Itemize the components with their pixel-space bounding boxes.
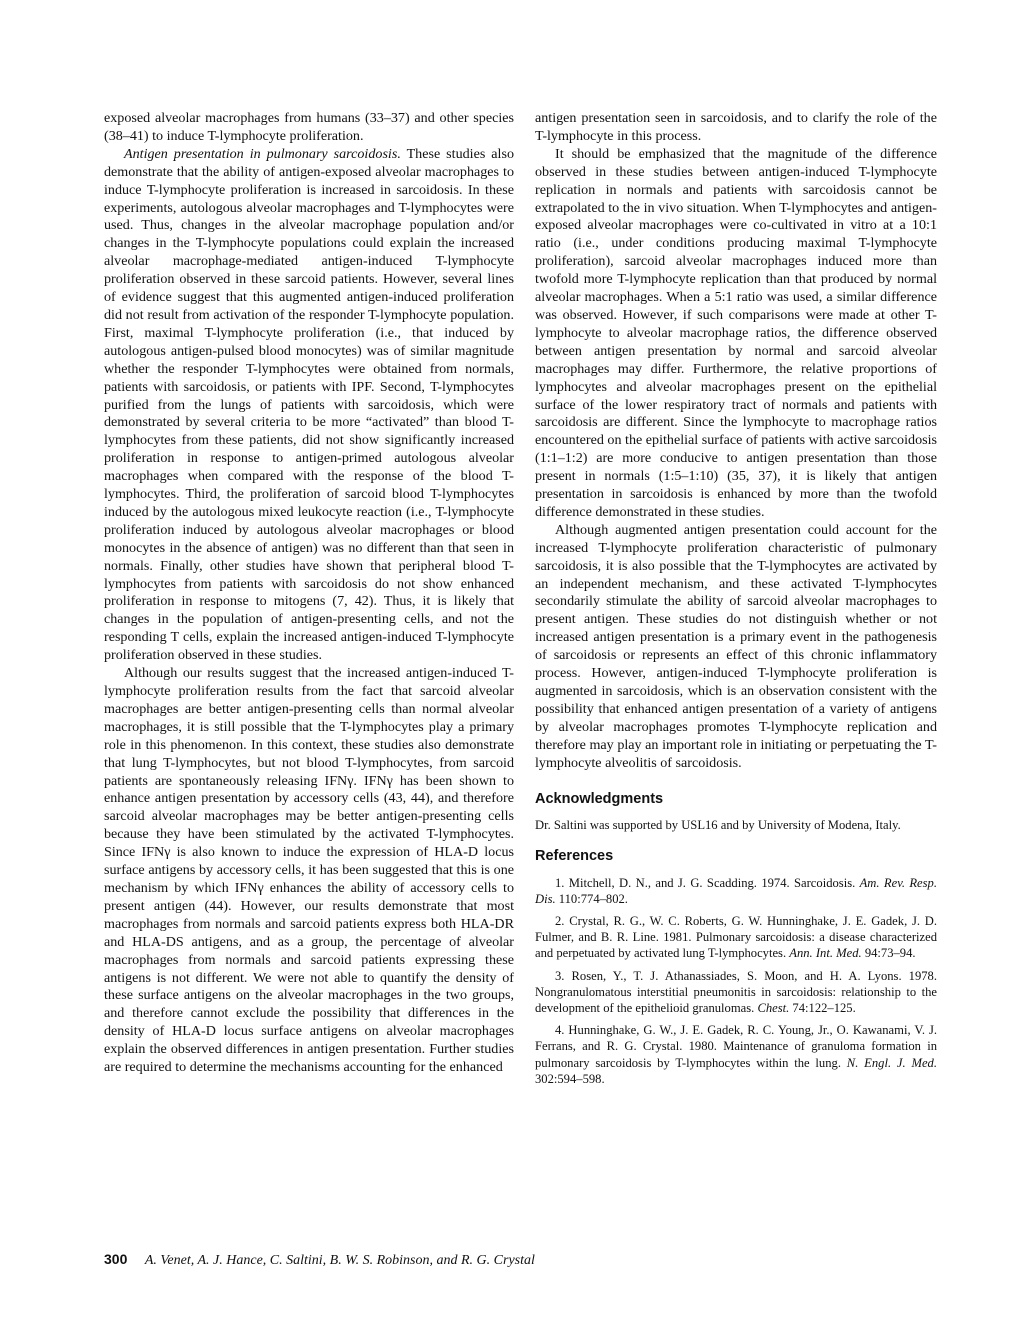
paragraph: Although our results suggest that the increased antigen-induced T-lymphocyte proliferation results from the fact that sarcoid alveolar macrophages are better antigen-presenting cells than normal alveolar macrophages, it is still possible that the T-lymphocytes play a primary role in this phenomenon. In this context, these studies also demonstrate that lung T-lymphocytes, but not blood T-lymphocytes, from sarcoid patients are spontaneously releasing IFNγ. IFNγ has been shown to enhance antigen presentation by accessory cells (43, 44), and therefore sarcoid alveolar macrophages may be better antigen-presenting cells because they have been stimulated by the activated T-lymphocytes. Since IFNγ is also known to induce the expression of HLA-D locus surface antigens by accessory cells, it has been suggested that this is one mechanism by which IFNγ enhances the ability of accessory cells to present antigen (44). However, our results demonstrate that most macrophages from normals and sarcoid patients express both HLA-DR and HLA-DS antigens, and as a group, the percentage of alveolar macrophages from normals and sarcoid patients expressing these antigens is not different. We were not able to quantify the density of these surface antigens on the alveolar macrophages in the two groups, and therefore cannot exclude the possibility that differences in the density of HLA-D locus surface antigens on alveolar macrophages explain the observed differences in antigen presentation. Further studies are required to determine the mechanisms accounting for the enhanced [104,665,514,1076]
reference-item: 1. Mitchell, D. N., and J. G. Scadding. 1974. Sarcoidosis. Am. Rev. Resp. Dis. 110:774–802. [535,875,937,906]
right-column [535,110,937,1093]
acknowledgments-heading: Acknowledgments [535,790,664,807]
running-authors: A. Venet, A. J. Hance, C. Saltini, B. W. S. Robinson, and R. G. Crystal [144,1253,535,1268]
reference-item: 4. Hunninghake, G. W., J. E. Gadek, R. C. Young, Jr., O. Kawanami, V. J. Ferrans, and R. G. Crystal. 1980. Maintenance of granuloma formation in pulmonary sarcoidosis by T-lymphocytes within the lung. N. Engl. J. Med. 302:594–598. [535,1023,937,1086]
run-in-heading: Antigen presentation in pulmonary sarcoidosis. [124,145,401,162]
paragraph-antigen-presentation [104,146,514,665]
reference-list [535,875,937,1087]
paragraph: Although augmented antigen presentation could account for the increased T-lymphocyte proliferation characteristic of pulmonary sarcoidosis, it is also possible that the T-lymphocytes are activated by an independent mechanism, and these activated T-lymphocytes secondarily stimulate the ability of sarcoid alveolar macrophages to present antigen. These studies do not distinguish whether or not increased antigen presentation is a primary event in the pathogenesis of sarcoidosis or represents an effect of this chronic inflammatory process. However, antigen-induced T-lymphocyte proliferation is augmented in sarcoidosis, which is an observation consistent with the possibility that enhanced antigen presentation of a variety of antigens by alveolar macrophages promotes T-lymphocyte replication and therefore may play an important role in initiating or perpetuating the T-lymphocyte alveolitis of sarcoidosis. [535,521,937,771]
paragraph: antigen presentation seen in sarcoidosis, and to clarify the role of the T-lymphocyte in this process. [535,110,937,144]
reference-item: 2. Crystal, R. G., W. C. Roberts, G. W. Hunninghake, J. E. Gadek, J. D. Fulmer, and B. R. Line. 1981. Pulmonary sarcoidosis: a disease characterized and perpetuated by activated lung T-lymphocytes. Ann. Int. Med. 94:73–94. [535,913,937,961]
paragraph-body: These studies also demonstrate that the ability of antigen-exposed alveolar macrophages to induce T-lymphocyte proliferation is increased in sarcoidosis. In these experiments, autologous alveolar macrophages and T-lymphocytes were used. Thus, changes in the alveolar macrophage population and/or changes in the T-lymphocyte populations could explain the increased alveolar macrophage-mediated antigen-induced T-lymphocyte proliferation observed in these sarcoid patients. However, several lines of evidence suggest that this augmented antigen-induced proliferation did not result from activation of the responder T-lymphocyte population. First, maximal T-lymphocyte proliferation (i.e., that induced by autologous antigen-pulsed blood monocytes) was of similar magnitude whether the responder T-lymphocytes were obtained from normals, patients with sarcoidosis, or patients with IPF. Second, T-lymphocytes purified from the lungs of patients with sarcoidosis, which were demonstrated by several criteria to be more “activated” than blood T-lymphocytes from these patients, did not show significantly increased proliferation in response to antigen-primed autologous alveolar macrophages when compared with the response of the blood T-lymphocytes. Third, the proliferation of sarcoid blood T-lymphocytes induced by the autologous mixed leukocyte reaction (i.e., T-lymphocyte proliferation induced by autologous alveolar macrophages or blood monocytes in the absence of antigen) was no different than that seen in normals. Finally, other studies have shown that peripheral blood T-lymphocytes from patients with sarcoidosis do not show enhanced proliferation in response to mitogens (7, 42). Thus, it is likely that changes in the population of antigen-presenting cells, and not the responding T cells, explain the increased antigen-induced T-lymphocyte proliferation observed in these studies. [104,145,514,664]
page-footer [104,1251,535,1269]
page-number: 300 [104,1251,128,1267]
references-heading: References [535,847,614,864]
paragraph: exposed alveolar macrophages from humans (33–37) and other species (38–41) to induce T-lymphocyte proliferation. [104,110,514,144]
reference-item: 3. Rosen, Y., T. J. Athanassiades, S. Moon, and H. A. Lyons. 1978. Nongranulomatous interstitial pneumonitis in sarcoidosis: relationship to the development of the epithelioid granulomas. Chest. 74:122–125. [535,968,937,1015]
paragraph: It should be emphasized that the magnitude of the difference observed in these studies between antigen-induced T-lymphocyte replication in normals and patients with sarcoidosis cannot be extrapolated to the in vivo situation. When T-lymphocytes and antigen-exposed alveolar macrophages were co-cultivated in vitro at a 10:1 ratio (i.e., under conditions producing maximal T-lymphocyte proliferation), sarcoid alveolar macrophages induced more than twofold more T-lymphocyte replication than that produced by normal alveolar macrophages. When a 5:1 ratio was used, a similar difference was observed. However, if such comparisons were made at other T-lymphocyte to alveolar macrophage ratios, the difference observed between antigen presentation by normal and sarcoid alveolar macrophages may differ. Furthermore, the relative proportions of lymphocytes and alveolar macrophages present on the epithelial surface of the lower respiratory tract of normals and patients with sarcoidosis are different. Since the lymphocyte to macrophage ratios encountered on the epithelial surface of patients with active sarcoidosis (1:1–1:2) are more conducive to antigen presentation than those present in normals (1:5–1:10) (35, 37), it is likely that antigen presentation in sarcoidosis is enhanced by more than the twofold difference demonstrated in these studies. [535,145,937,520]
left-column [104,110,514,1077]
acknowledgments-text: Dr. Saltini was supported by USL16 and by University of Modena, Italy. [535,818,901,833]
